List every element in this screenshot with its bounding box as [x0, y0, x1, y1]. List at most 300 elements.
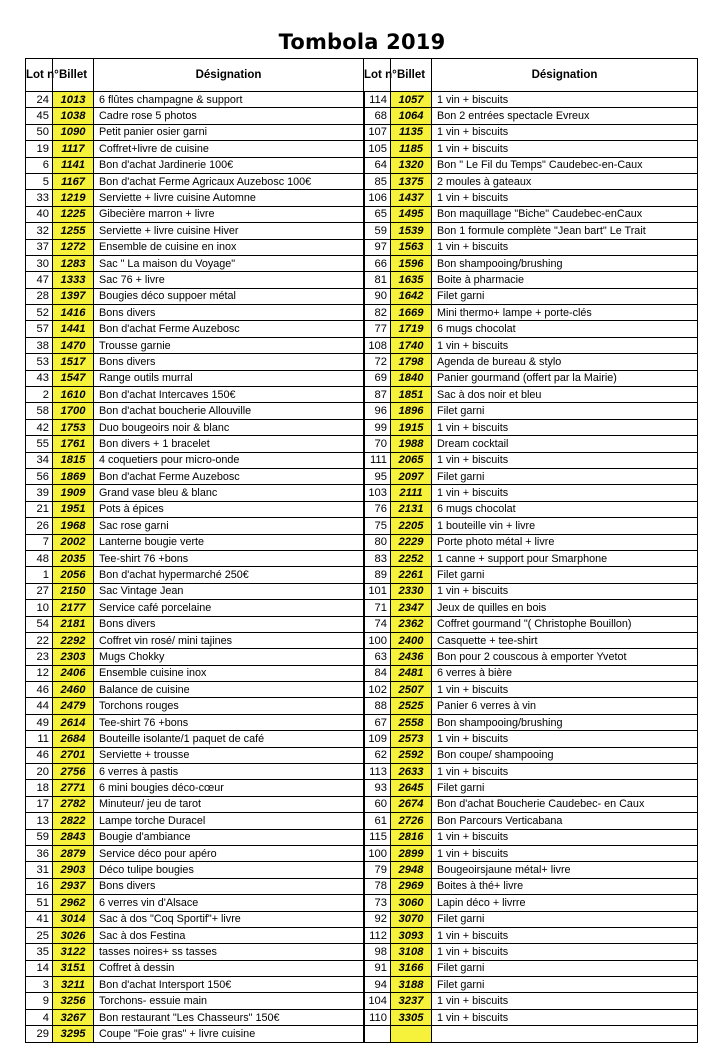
ticket-number: 1815	[53, 452, 94, 468]
lot-number: 18	[26, 780, 53, 796]
table-row	[26, 501, 698, 517]
designation: Bougies déco suppoer métal	[94, 288, 364, 304]
lot-number: 101	[364, 583, 391, 599]
lot-number: 93	[364, 780, 391, 796]
ticket-number: 1539	[391, 223, 432, 239]
lot-number: 104	[364, 993, 391, 1009]
ticket-number: 1719	[391, 321, 432, 337]
ticket-number: 2261	[391, 567, 432, 583]
lot-number: 115	[364, 829, 391, 845]
ticket-number: 2684	[53, 731, 94, 747]
lot-number: 38	[26, 337, 53, 353]
ticket-number: 1909	[53, 485, 94, 501]
lot-number: 59	[26, 829, 53, 845]
ticket-number: 2726	[391, 813, 432, 829]
lot-number: 41	[26, 911, 53, 927]
ticket-number: 2347	[391, 600, 432, 616]
table-row	[26, 141, 698, 157]
designation: Torchons- essuie main	[94, 993, 364, 1009]
ticket-number: 2065	[391, 452, 432, 468]
table-row	[26, 583, 698, 599]
designation: Grand vase bleu & blanc	[94, 485, 364, 501]
table-row	[26, 468, 698, 484]
designation: Duo bougeoirs noir & blanc	[94, 419, 364, 435]
lot-number: 40	[26, 206, 53, 222]
ticket-number: 2481	[391, 665, 432, 681]
designation: Sac à dos "Coq Sportif"+ livre	[94, 911, 364, 927]
ticket-number: 2479	[53, 698, 94, 714]
lot-number: 59	[364, 223, 391, 239]
ticket-number: 3093	[391, 927, 432, 943]
table-row	[26, 698, 698, 714]
ticket-number: 1642	[391, 288, 432, 304]
ticket-number: 2816	[391, 829, 432, 845]
table-row	[26, 436, 698, 452]
table-row	[26, 550, 698, 566]
lot-number: 67	[364, 714, 391, 730]
ticket-number: 2937	[53, 878, 94, 894]
designation: Bon d'achat hypermarché 250€	[94, 567, 364, 583]
table-row	[26, 862, 698, 878]
table-row	[26, 354, 698, 370]
lot-number: 110	[364, 1009, 391, 1025]
lot-number: 31	[26, 862, 53, 878]
lot-number: 60	[364, 796, 391, 812]
lot-number: 84	[364, 665, 391, 681]
ticket-number: 3166	[391, 960, 432, 976]
designation: Boites à thé+ livre	[432, 878, 698, 894]
designation: Petit panier osier garni	[94, 124, 364, 140]
designation: 1 vin + biscuits	[432, 993, 698, 1009]
ticket-number: 2330	[391, 583, 432, 599]
lot-number: 6	[26, 157, 53, 173]
table-row	[26, 780, 698, 796]
lot-number: 12	[26, 665, 53, 681]
designation: 1 vin + biscuits	[432, 452, 698, 468]
lot-number: 103	[364, 485, 391, 501]
designation: 1 vin + biscuits	[432, 944, 698, 960]
designation: Filet garni	[432, 403, 698, 419]
designation: Bougie d'ambiance	[94, 829, 364, 845]
lot-number: 24	[26, 92, 53, 108]
table-row	[26, 845, 698, 861]
lot-number: 25	[26, 927, 53, 943]
table-row	[26, 977, 698, 993]
ticket-number: 1117	[53, 141, 94, 157]
lot-number: 100	[364, 632, 391, 648]
ticket-number: 2507	[391, 682, 432, 698]
ticket-number: 2756	[53, 764, 94, 780]
lot-number: 14	[26, 960, 53, 976]
header-designation: Désignation	[432, 59, 698, 92]
designation: Cadre rose 5 photos	[94, 108, 364, 124]
lot-number: 71	[364, 600, 391, 616]
ticket-number: 2303	[53, 649, 94, 665]
table-row	[26, 92, 698, 108]
lot-number: 106	[364, 190, 391, 206]
table-row	[26, 944, 698, 960]
lot-number: 92	[364, 911, 391, 927]
designation: Filet garni	[432, 911, 698, 927]
designation: Bon d'achat boucherie Allouville	[94, 403, 364, 419]
designation: Mini thermo+ lampe + porte-clés	[432, 305, 698, 321]
designation: 1 vin + biscuits	[432, 829, 698, 845]
designation: 1 vin + biscuits	[432, 485, 698, 501]
ticket-number: 2035	[53, 550, 94, 566]
ticket-number: 1968	[53, 518, 94, 534]
lot-number: 75	[364, 518, 391, 534]
ticket-number: 2573	[391, 731, 432, 747]
designation: 1 vin + biscuits	[432, 845, 698, 861]
table-row	[26, 993, 698, 1009]
designation	[432, 1026, 698, 1042]
lot-number: 45	[26, 108, 53, 124]
lot-number: 88	[364, 698, 391, 714]
designation: Bon Parcours Verticabana	[432, 813, 698, 829]
lot-number: 16	[26, 878, 53, 894]
lot-number: 43	[26, 370, 53, 386]
lot-number: 28	[26, 288, 53, 304]
designation: Panier gourmand (offert par la Mairie)	[432, 370, 698, 386]
ticket-number: 2150	[53, 583, 94, 599]
table-row	[26, 600, 698, 616]
designation: Bougeoirsjaune métal+ livre	[432, 862, 698, 878]
lot-number: 63	[364, 649, 391, 665]
table-row	[26, 616, 698, 632]
ticket-number: 1740	[391, 337, 432, 353]
lot-number: 111	[364, 452, 391, 468]
designation: Bon shampooing/brushing	[432, 255, 698, 271]
ticket-number: 1869	[53, 468, 94, 484]
designation: 1 vin + biscuits	[432, 927, 698, 943]
designation: 6 verres à pastis	[94, 764, 364, 780]
designation: Déco tulipe bougies	[94, 862, 364, 878]
lot-number: 81	[364, 272, 391, 288]
lot-number: 44	[26, 698, 53, 714]
designation: Bon 2 entrées spectacle Evreux	[432, 108, 698, 124]
ticket-number: 2097	[391, 468, 432, 484]
lot-number: 50	[26, 124, 53, 140]
lot-number: 17	[26, 796, 53, 812]
designation: Bon 1 formule complète "Jean bart" Le Trait	[432, 223, 698, 239]
ticket-number: 2782	[53, 796, 94, 812]
lot-number: 87	[364, 387, 391, 403]
designation: Dream cocktail	[432, 436, 698, 452]
ticket-number: 2558	[391, 714, 432, 730]
ticket-number: 1753	[53, 419, 94, 435]
ticket-number: 3151	[53, 960, 94, 976]
designation: 1 vin + biscuits	[432, 731, 698, 747]
ticket-number: 1416	[53, 305, 94, 321]
ticket-number: 2406	[53, 665, 94, 681]
table-row	[26, 321, 698, 337]
ticket-number: 2701	[53, 747, 94, 763]
lot-number: 62	[364, 747, 391, 763]
designation: Porte photo métal + livre	[432, 534, 698, 550]
lot-number: 9	[26, 993, 53, 1009]
table-row	[26, 927, 698, 943]
ticket-number: 3108	[391, 944, 432, 960]
ticket-number: 3305	[391, 1009, 432, 1025]
ticket-number: 3014	[53, 911, 94, 927]
header-lot: Lot n°	[364, 59, 391, 92]
lot-number: 51	[26, 895, 53, 911]
designation: 1 bouteille vin + livre	[432, 518, 698, 534]
ticket-number: 1272	[53, 239, 94, 255]
designation: 1 vin + biscuits	[432, 124, 698, 140]
table-row	[26, 1009, 698, 1025]
ticket-number: 3070	[391, 911, 432, 927]
ticket-number: 1255	[53, 223, 94, 239]
table-row	[26, 567, 698, 583]
ticket-number: 1988	[391, 436, 432, 452]
designation: Sac à dos Festina	[94, 927, 364, 943]
ticket-number: 3188	[391, 977, 432, 993]
table-row	[26, 288, 698, 304]
designation: 1 vin + biscuits	[432, 764, 698, 780]
table-row	[26, 403, 698, 419]
lot-number: 109	[364, 731, 391, 747]
designation: Lapin déco + livrre	[432, 895, 698, 911]
table-row	[26, 747, 698, 763]
designation: Casquette + tee-shirt	[432, 632, 698, 648]
header-designation: Désignation	[94, 59, 364, 92]
lot-number: 72	[364, 354, 391, 370]
ticket-number: 2131	[391, 501, 432, 517]
lot-number: 66	[364, 255, 391, 271]
lot-number: 1	[26, 567, 53, 583]
designation: Coffret+livre de cuisine	[94, 141, 364, 157]
designation: Coffret à dessin	[94, 960, 364, 976]
ticket-number: 1038	[53, 108, 94, 124]
lot-number: 70	[364, 436, 391, 452]
lot-number: 100	[364, 845, 391, 861]
designation: Filet garni	[432, 780, 698, 796]
ticket-number: 2252	[391, 550, 432, 566]
ticket-number: 1840	[391, 370, 432, 386]
ticket-number: 1397	[53, 288, 94, 304]
page-title: Tombola 2019	[278, 30, 446, 54]
designation: Coffret vin rosé/ mini tajines	[94, 632, 364, 648]
lot-number: 20	[26, 764, 53, 780]
ticket-number: 1610	[53, 387, 94, 403]
designation: Serviette + livre cuisine Automne	[94, 190, 364, 206]
ticket-number: 2899	[391, 845, 432, 861]
lot-number: 65	[364, 206, 391, 222]
table-row	[26, 157, 698, 173]
designation: Bon shampooing/brushing	[432, 714, 698, 730]
lot-number: 112	[364, 927, 391, 943]
designation: Serviette + trousse	[94, 747, 364, 763]
designation: 6 mugs chocolat	[432, 501, 698, 517]
ticket-number: 2181	[53, 616, 94, 632]
table-row	[26, 534, 698, 550]
ticket-number: 1320	[391, 157, 432, 173]
table-row	[26, 223, 698, 239]
lot-number: 99	[364, 419, 391, 435]
lot-number: 54	[26, 616, 53, 632]
designation: 6 mugs chocolat	[432, 321, 698, 337]
ticket-number: 1547	[53, 370, 94, 386]
table-row	[26, 665, 698, 681]
ticket-number: 2460	[53, 682, 94, 698]
designation: Torchons rouges	[94, 698, 364, 714]
designation: Tee-shirt 76 +bons	[94, 550, 364, 566]
lot-number: 39	[26, 485, 53, 501]
ticket-number: 1441	[53, 321, 94, 337]
designation: Service café porcelaine	[94, 600, 364, 616]
designation: Coffret gourmand "( Christophe Bouillon)	[432, 616, 698, 632]
lot-number: 73	[364, 895, 391, 911]
designation: Bon divers + 1 bracelet	[94, 436, 364, 452]
lot-number: 11	[26, 731, 53, 747]
table-row	[26, 960, 698, 976]
lot-number: 36	[26, 845, 53, 861]
designation: Bon d'achat Jardinerie 100€	[94, 157, 364, 173]
ticket-number: 1064	[391, 108, 432, 124]
lot-number: 55	[26, 436, 53, 452]
ticket-number: 3211	[53, 977, 94, 993]
designation: Bon coupe/ shampooing	[432, 747, 698, 763]
lot-number: 69	[364, 370, 391, 386]
designation: Bon " Le Fil du Temps" Caudebec-en-Caux	[432, 157, 698, 173]
table-row	[26, 108, 698, 124]
table-row	[26, 731, 698, 747]
ticket-number: 1283	[53, 255, 94, 271]
table-row	[26, 764, 698, 780]
lot-number: 3	[26, 977, 53, 993]
designation: Service déco pour apéro	[94, 845, 364, 861]
header-lot: Lot n°	[26, 59, 53, 92]
designation: Sac à dos noir et bleu	[432, 387, 698, 403]
designation: 1 vin + biscuits	[432, 337, 698, 353]
lot-number: 107	[364, 124, 391, 140]
ticket-number: 3237	[391, 993, 432, 1009]
designation: Ensemble de cuisine en inox	[94, 239, 364, 255]
table-row	[26, 682, 698, 698]
designation: Bouteille isolante/1 paquet de café	[94, 731, 364, 747]
designation: 1 canne + support pour Smarphone	[432, 550, 698, 566]
designation: Bons divers	[94, 354, 364, 370]
table-row	[26, 337, 698, 353]
lot-number: 23	[26, 649, 53, 665]
ticket-number: 2177	[53, 600, 94, 616]
ticket-number: 1915	[391, 419, 432, 435]
designation: Serviette + livre cuisine Hiver	[94, 223, 364, 239]
ticket-number: 1090	[53, 124, 94, 140]
lot-number: 10	[26, 600, 53, 616]
designation: Tee-shirt 76 +bons	[94, 714, 364, 730]
table-row	[26, 239, 698, 255]
ticket-number	[391, 1026, 432, 1042]
designation: Lampe torche Duracel	[94, 813, 364, 829]
designation: Lanterne bougie verte	[94, 534, 364, 550]
ticket-number: 2822	[53, 813, 94, 829]
ticket-number: 1951	[53, 501, 94, 517]
ticket-number: 1135	[391, 124, 432, 140]
lot-number: 98	[364, 944, 391, 960]
ticket-number: 1851	[391, 387, 432, 403]
designation: Jeux de quilles en bois	[432, 600, 698, 616]
lot-number: 82	[364, 305, 391, 321]
designation: 6 flûtes champagne & support	[94, 92, 364, 108]
lot-number: 27	[26, 583, 53, 599]
ticket-number: 2633	[391, 764, 432, 780]
ticket-number: 1333	[53, 272, 94, 288]
lot-number: 79	[364, 862, 391, 878]
designation: Bon pour 2 couscous à emporter Yvetot	[432, 649, 698, 665]
ticket-number: 2292	[53, 632, 94, 648]
lot-number: 64	[364, 157, 391, 173]
designation: Sac " La maison du Voyage"	[94, 255, 364, 271]
header-billet: Billet	[391, 59, 432, 92]
lot-number: 77	[364, 321, 391, 337]
designation: 4 coquetiers pour micro-onde	[94, 452, 364, 468]
table-body	[26, 92, 698, 1043]
lot-number: 78	[364, 878, 391, 894]
ticket-number: 2400	[391, 632, 432, 648]
designation: Bon d'achat Ferme Agricaux Auzebosc 100€	[94, 173, 364, 189]
lot-number: 95	[364, 468, 391, 484]
ticket-number: 1141	[53, 157, 94, 173]
lot-number: 68	[364, 108, 391, 124]
designation: Bon maquillage "Biche" Caudebec-enCaux	[432, 206, 698, 222]
table-row	[26, 173, 698, 189]
lot-number: 13	[26, 813, 53, 829]
designation: Agenda de bureau & stylo	[432, 354, 698, 370]
lot-number: 89	[364, 567, 391, 583]
lot-number: 42	[26, 419, 53, 435]
ticket-number: 1596	[391, 255, 432, 271]
table-row	[26, 878, 698, 894]
ticket-number: 1185	[391, 141, 432, 157]
lot-number: 76	[364, 501, 391, 517]
ticket-number: 3267	[53, 1009, 94, 1025]
ticket-number: 1470	[53, 337, 94, 353]
table-row	[26, 518, 698, 534]
ticket-number: 2843	[53, 829, 94, 845]
table-row	[26, 895, 698, 911]
table-row	[26, 206, 698, 222]
designation: Mugs Chokky	[94, 649, 364, 665]
header-billet: Billet	[53, 59, 94, 92]
lot-number: 49	[26, 714, 53, 730]
table-row	[26, 305, 698, 321]
ticket-number: 1635	[391, 272, 432, 288]
ticket-number: 3060	[391, 895, 432, 911]
ticket-number: 2903	[53, 862, 94, 878]
lot-number: 26	[26, 518, 53, 534]
ticket-number: 1225	[53, 206, 94, 222]
table-row	[26, 419, 698, 435]
designation: Bons divers	[94, 878, 364, 894]
lot-number: 83	[364, 550, 391, 566]
designation: Sac 76 + livre	[94, 272, 364, 288]
designation: 2 moules à gateaux	[432, 173, 698, 189]
ticket-number: 3026	[53, 927, 94, 943]
lot-number: 33	[26, 190, 53, 206]
designation: 6 mini bougies déco-cœur	[94, 780, 364, 796]
ticket-number: 2229	[391, 534, 432, 550]
lot-number: 19	[26, 141, 53, 157]
table-row	[26, 485, 698, 501]
designation: Pots à épices	[94, 501, 364, 517]
lot-number: 108	[364, 337, 391, 353]
table-row	[26, 829, 698, 845]
ticket-number: 1057	[391, 92, 432, 108]
designation: Boite à pharmacie	[432, 272, 698, 288]
lot-number: 96	[364, 403, 391, 419]
